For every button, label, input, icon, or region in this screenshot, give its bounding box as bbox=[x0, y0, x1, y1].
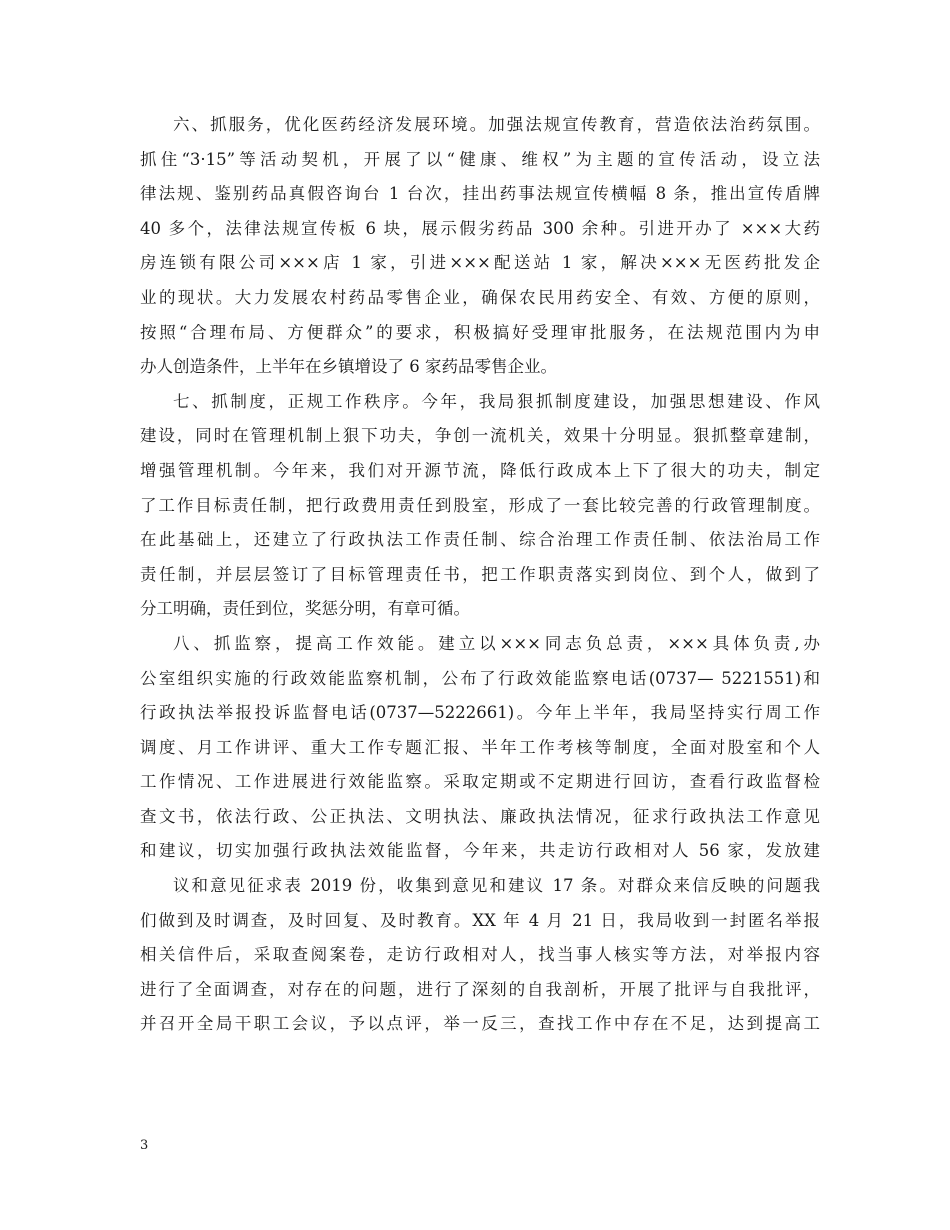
text-line: 查文书，依法行政、公正执法、文明执法、廉政执法情况，征求行政执法工作意见 bbox=[140, 806, 820, 826]
text-line: 们做到及时调查，及时回复、及时教育。XX 年 4 月 21 日，我局收到一封匿名举报 bbox=[140, 910, 820, 930]
text-line: 公室组织实施的行政效能监察机制，公布了行政效能监察电话(0737— 5221551)和 bbox=[140, 668, 820, 688]
text-line: 八、抓监察，提高工作效能。建立以×××同志负总责，×××具体负责,办 bbox=[173, 633, 820, 653]
text-line: 工作情况、工作进展进行效能监察。采取定期或不定期进行回访，查看行政监督检 bbox=[140, 772, 820, 792]
text-line: 并召开全局干职工会议，予以点评，举一反三，查找工作中存在不足，达到提高工 bbox=[140, 1014, 820, 1034]
document-body bbox=[140, 108, 820, 1042]
text-line: 六、抓服务，优化医药经济发展环境。加强法规宣传教育，营造依法治药氛围。 bbox=[173, 115, 820, 134]
text-line: 行政执法举报投诉监督电话(0737—5222661)。今年上半年，我局坚持实行周工作 bbox=[140, 703, 820, 723]
text-line: 和建议，切实加强行政执法效能监督，今年来，共走访行政相对人 56 家，发放建 bbox=[140, 841, 820, 861]
text-line: 在此基础上，还建立了行政执法工作责任制、综合治理工作责任制、依法治局工作 bbox=[140, 530, 820, 550]
text-line: 40 多个，法律法规宣传板 6 块，展示假劣药品 300 余种。引进开办了 ×××大药 bbox=[140, 218, 820, 238]
text-line: 抓住“3·15”等活动契机，开展了以“健康、维权”为主题的宣传活动，设立法 bbox=[140, 149, 820, 169]
text-line: 责任制，并层层签订了目标管理责任书，把工作职责落实到岗位、到个人，做到了 bbox=[140, 564, 820, 584]
text-line: 按照“合理布局、方便群众”的要求，积极搞好受理审批服务，在法规范围内为申 bbox=[140, 322, 820, 342]
text-line: 相关信件后，采取查阅案卷，走访行政相对人，找当事人核实等方法，对举报内容 bbox=[140, 945, 820, 965]
text-line: 增强管理机制。今年来，我们对开源节流，降低行政成本上下了很大的功夫，制定 bbox=[140, 460, 820, 480]
text-line: 调度、月工作讲评、重大工作专题汇报、半年工作考核等制度，全面对股室和个人 bbox=[140, 737, 820, 757]
text-line: 律法规、鉴别药品真假咨询台 1 台次，挂出药事法规宣传横幅 8 条，推出宣传盾牌 bbox=[140, 184, 820, 204]
page-number: 3 bbox=[140, 1138, 149, 1153]
text-line: 了工作目标责任制，把行政费用责任到股室，形成了一套比较完善的行政管理制度。 bbox=[140, 495, 820, 515]
text-line: 分工明确，责任到位，奖惩分明，有章可循。 bbox=[140, 599, 470, 619]
text-line: 进行了全面调查，对存在的问题，进行了深刻的自我剖析，开展了批评与自我批评， bbox=[140, 979, 820, 999]
text-line: 房连锁有限公司×××店 1 家，引进×××配送站 1 家，解决×××无医药批发企 bbox=[140, 253, 820, 273]
text-line: 建设，同时在管理机制上狠下功夫，争创一流机关，效果十分明显。狠抓整章建制， bbox=[140, 426, 820, 446]
text-line: 七、抓制度，正规工作秩序。今年，我局狠抓制度建设，加强思想建设、作风 bbox=[173, 391, 820, 411]
text-line: 议和意见征求表 2019 份，收集到意见和建议 17 条。对群众来信反映的问题我 bbox=[173, 876, 820, 896]
text-line: 业的现状。大力发展农村药品零售企业，确保农民用药安全、有效、方便的原则， bbox=[140, 287, 820, 307]
text-line: 办人创造条件，上半年在乡镇增设了 6 家药品零售企业。 bbox=[140, 357, 557, 377]
